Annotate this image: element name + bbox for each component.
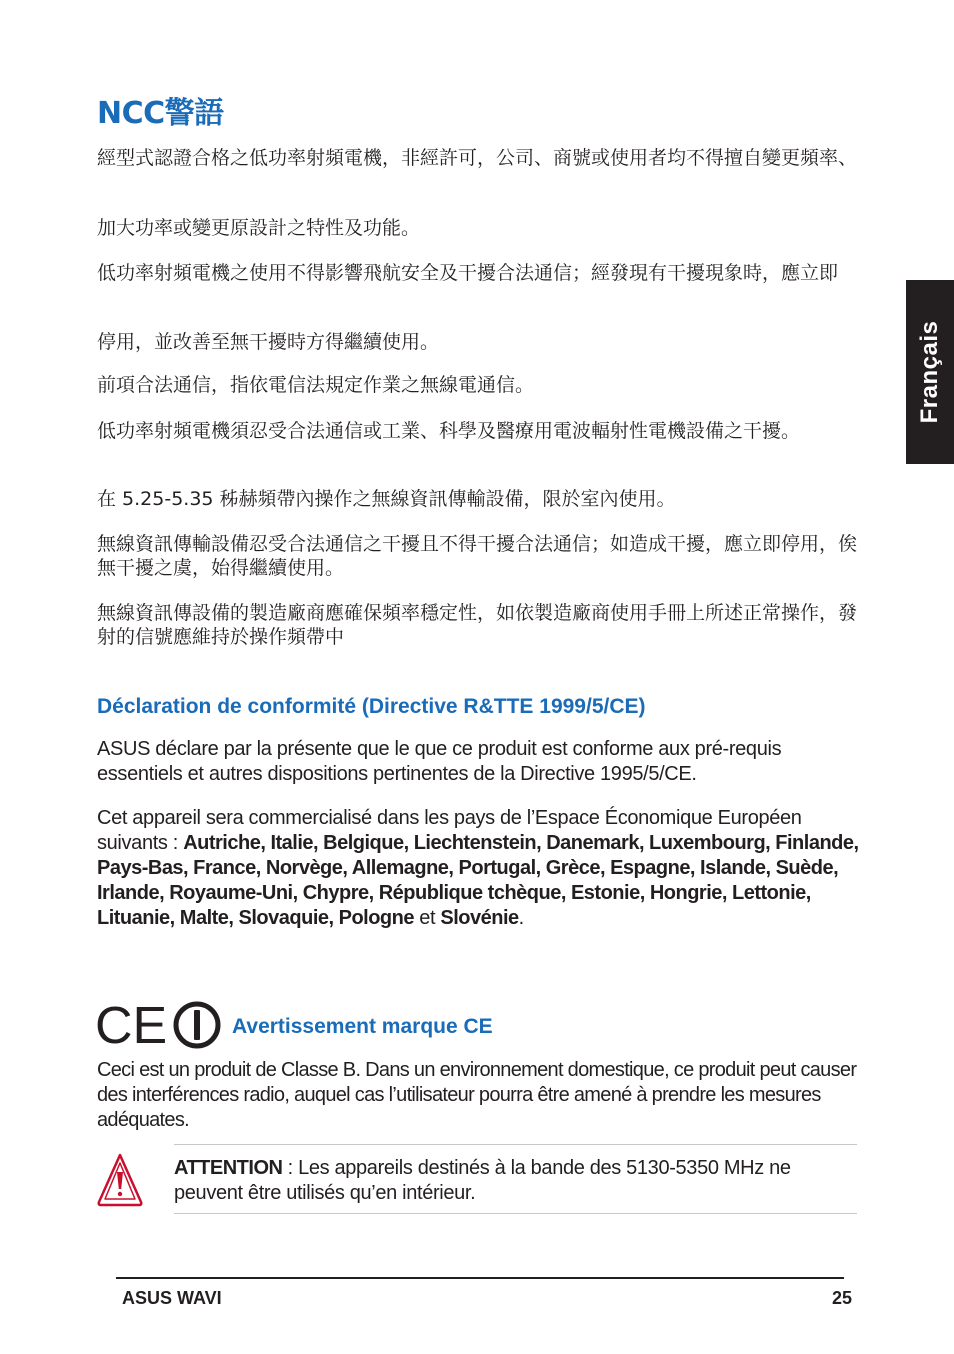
- alert-circle-icon: [176, 1004, 218, 1046]
- ce-heading: Avertissement marque CE: [232, 1015, 493, 1038]
- ce-mark-icon: [97, 1000, 223, 1050]
- ncc-paragraph-5: 前項合法通信，指依電信法規定作業之無線電通信。: [97, 374, 535, 396]
- ncc-paragraph-7: 在 5.25-5.35 秭赫頻帶內操作之無線資訊傳輸設備，限於室內使用。: [97, 488, 676, 510]
- ncc-title: NCC警語: [97, 96, 224, 131]
- ncc-paragraph-6: 低功率射頻電機須忍受合法通信或工業、科學及醫療用電波輻射性電機設備之干擾。: [97, 420, 801, 442]
- language-tab-label: Français: [916, 320, 943, 424]
- ce-logo-text: CE: [97, 1000, 168, 1050]
- ncc-paragraph-9: 無線資訊傳設備的製造廠商應確保頻率穩定性，如依製造廠商使用手冊上所述正常操作，發射的信號應維持於操作頻帶中: [97, 602, 858, 648]
- page-number: 25: [831, 1288, 852, 1308]
- ce-paragraph: Ceci est un produit de Classe B. Dans un environnement domestique, ce produit peut causer des interférences radio, auquel cas l’utilisateur pourra être amené à prendre les mesures adéquates.: [97, 1059, 857, 1131]
- ncc-paragraph-4: 停用，並改善至無干擾時方得繼續使用。: [97, 331, 440, 353]
- attention-bottom-rule: [174, 1213, 857, 1214]
- declaration-heading: Déclaration de conformité (Directive R&TTE 1999/5/CE): [97, 695, 646, 718]
- ncc-paragraph-3: 低功率射頻電機之使用不得影響飛航安全及干擾合法通信；經發現有干擾現象時，應立即: [97, 262, 839, 284]
- attention-separator: :: [282, 1157, 299, 1179]
- warning-triangle-icon: [96, 1152, 144, 1212]
- countries-conjunction: et: [414, 907, 441, 929]
- footer-rule: [116, 1277, 844, 1279]
- ce-alert-logo: [97, 1000, 223, 1054]
- footer-product-name: ASUS WAVI: [122, 1288, 222, 1308]
- ncc-paragraph-2: 加大功率或變更原設計之特性及功能。: [97, 217, 421, 239]
- countries-last: Slovénie: [440, 907, 519, 929]
- countries-paragraph: [97, 806, 867, 931]
- ncc-paragraph-8: 無線資訊傳輸設備忍受合法通信之干擾且不得干擾合法通信；如造成干擾，應立即停用，俟無干擾之虞，始得繼續使用。: [97, 533, 858, 579]
- attention-label: ATTENTION: [174, 1157, 283, 1179]
- attention-text: Les appareils destinés à la bande des 5130-5350 MHz ne peuvent être utilisés qu’en intérieur.: [174, 1157, 791, 1204]
- ncc-paragraph-1: 經型式認證合格之低功率射頻電機，非經許可，公司、商號或使用者均不得擅自變更頻率、: [97, 147, 858, 169]
- declaration-paragraph: ASUS déclare par la présente que le que ce produit est conforme aux pré-requis essentiels et autres dispositions pertinentes de la Directive 1995/5/CE.: [97, 738, 782, 785]
- attention-note: [174, 1156, 857, 1206]
- countries-end: .: [518, 907, 524, 929]
- language-tab: [906, 280, 954, 464]
- attention-top-rule: [174, 1144, 857, 1145]
- countries-intro: Cet appareil sera commercialisé dans les pays de l’Espace Économique Européen suivants :: [97, 807, 802, 854]
- countries-list: Autriche, Italie, Belgique, Liechtenstein, Danemark, Luxembourg, Finlande, Pays-Bas, France, Norvège, Allemagne, Portugal, Grèce, Espagne, Islande, Suède, Irlande, Royaume-Uni, Chypre, République tchèque, Estonie, Hongrie, Lettonie, Lituanie, Malte, Slovaquie, Pologne: [97, 832, 859, 929]
